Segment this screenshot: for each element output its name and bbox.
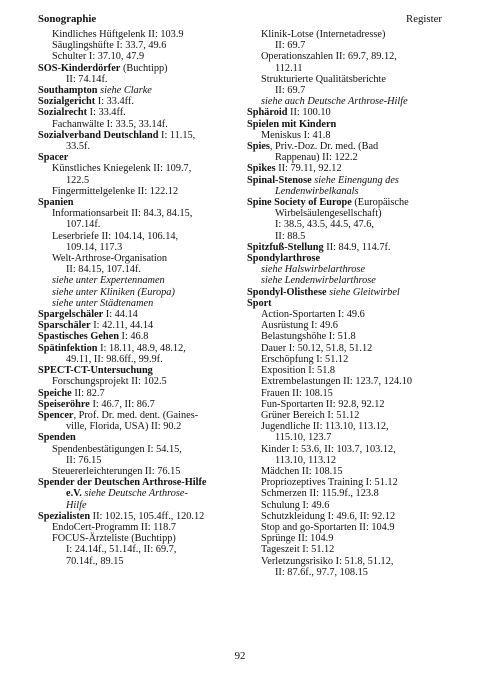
index-entry <box>38 253 236 264</box>
index-entry <box>247 376 447 387</box>
index-entry <box>38 410 236 421</box>
index-entry <box>247 85 447 96</box>
entry-text: Belastungshöhe I: 51.8 <box>261 331 356 343</box>
entry-headword: Spencer <box>38 409 74 421</box>
entry-text: I: 46.7, II: 86.7 <box>89 398 155 410</box>
entry-headword: Spine Society of Europe <box>247 197 352 209</box>
entry-text: Sprünge II: 104.9 <box>261 533 334 545</box>
index-entry <box>38 186 236 197</box>
index-entry <box>38 119 236 130</box>
index-entry <box>38 320 236 331</box>
index-entry <box>247 40 447 51</box>
entry-headword: Spender der Deutschen Arthrose-Hilfe <box>38 477 207 489</box>
index-entry <box>247 253 447 264</box>
index-entry <box>247 242 447 253</box>
entry-text: Extrembelastungen II: 123.7, 124.10 <box>261 376 412 388</box>
entry-headword: e.V. <box>66 488 82 500</box>
index-entry <box>38 264 236 275</box>
entry-text: Erschöpfung I: 51.12 <box>261 353 349 365</box>
entry-text: II: 87.6f., 97.7, 108.15 <box>275 566 368 578</box>
index-entry <box>247 219 447 230</box>
index-entry <box>247 544 447 555</box>
index-entry <box>247 477 447 488</box>
index-entry <box>38 343 236 354</box>
index-entry <box>247 343 447 354</box>
entry-text: Wirbelsäulengesellschaft) <box>275 208 382 220</box>
index-entry <box>247 488 447 499</box>
entry-text: Rappenau) II: 122.2 <box>275 152 358 164</box>
index-entry <box>38 365 236 376</box>
entry-text: Fachanwälte I: 33.5, 33.14f. <box>52 118 168 130</box>
entry-text: Forschungsprojekt II: 102.5 <box>52 376 167 388</box>
entry-text: Steuererleichterungen II: 76.15 <box>52 465 181 477</box>
entry-cross-reference: siehe Deutsche Arthrose- <box>84 488 188 500</box>
entry-headword: Spenden <box>38 432 76 444</box>
index-entry <box>247 399 447 410</box>
entry-text: 33.5f. <box>66 141 91 153</box>
entry-headword: Spondyl-Olisthese <box>247 286 327 298</box>
entry-text: 112.11 <box>275 62 303 74</box>
index-entry <box>38 298 236 309</box>
entry-text: Exposition I: 51.8 <box>261 365 336 377</box>
index-entry <box>247 175 447 186</box>
entry-text: Fingermittelgelenke II: 122.12 <box>52 185 179 197</box>
index-entry <box>247 365 447 376</box>
index-entry <box>247 63 447 74</box>
index-entry <box>247 432 447 443</box>
entry-text: 122.5 <box>66 174 90 186</box>
index-entry <box>247 74 447 85</box>
index-entry <box>247 466 447 477</box>
entry-headword: Sozialverband Deutschland <box>38 129 159 141</box>
page-number: 92 <box>234 650 246 662</box>
index-entry <box>247 186 447 197</box>
entry-cross-reference: siehe unter Städtenamen <box>52 297 154 309</box>
entry-text: EndoCert-Programm II: 118.7 <box>52 521 177 533</box>
entry-text: Kindliches Hüftgelenk II: 103.9 <box>52 29 184 40</box>
entry-headword: Spies <box>247 141 270 153</box>
header-section-title: Sonographie <box>38 13 97 25</box>
entry-headword: Spacer <box>38 152 69 164</box>
running-header <box>38 14 442 25</box>
entry-text: I: 11.15, <box>158 129 196 141</box>
entry-text: II: 84.9, 114.7f. <box>323 241 391 253</box>
entry-cross-reference: siehe Halswirbelarthrose <box>261 264 366 276</box>
entry-cross-reference: Lendenwirbelkanals <box>275 185 359 197</box>
index-entry <box>38 522 236 533</box>
entry-headword: Spondylarthrose <box>247 253 321 265</box>
entry-cross-reference: siehe Lendenwirbelarthrose <box>261 275 376 287</box>
entry-text: Meniskus I: 41.8 <box>261 129 331 141</box>
index-entry <box>38 488 236 499</box>
index-entry <box>247 388 447 399</box>
entry-text: Säuglingshüfte I: 33.7, 49.6 <box>52 40 167 52</box>
entry-text: II: 82.7 <box>71 387 105 399</box>
index-entry <box>38 51 236 62</box>
entry-text: 113.10, 113.12 <box>275 454 337 466</box>
entry-cross-reference: siehe auch Deutsche Arthrose-Hilfe <box>261 96 408 108</box>
index-entry <box>38 96 236 107</box>
index-column-right <box>247 29 447 578</box>
entry-headword: Sozialrecht <box>38 107 87 119</box>
entry-text: Dauer I: 50.12, 51.8, 51.12 <box>261 342 373 354</box>
index-entry <box>247 421 447 432</box>
index-entry <box>38 74 236 85</box>
index-entry <box>38 455 236 466</box>
index-entry <box>38 40 236 51</box>
entry-headword: Spikes <box>247 163 276 175</box>
entry-text: Leserbriefe II: 104.14, 106.14, <box>52 230 179 242</box>
entry-text: Welt-Arthrose-Organisation <box>52 253 168 265</box>
entry-text: I: 44.14 <box>103 309 138 321</box>
entry-headword: SPECT-CT-Untersuchung <box>38 365 153 377</box>
index-entry <box>247 309 447 320</box>
index-entry <box>38 444 236 455</box>
entry-text: I: 46.8 <box>118 331 149 343</box>
index-entry <box>247 163 447 174</box>
entry-text: Propriozeptives Training I: 51.12 <box>261 477 398 489</box>
index-entry <box>38 421 236 432</box>
index-entry <box>38 141 236 152</box>
index-entry <box>247 231 447 242</box>
entry-cross-reference: Hilfe <box>66 499 87 511</box>
index-entry <box>38 107 236 118</box>
index-entry <box>38 533 236 544</box>
entry-headword: Spargelschäler <box>38 309 104 321</box>
index-entry <box>38 544 236 555</box>
entry-headword: Spezialisten <box>38 510 91 522</box>
index-entry <box>38 432 236 443</box>
entry-text: I: 42.11, 44.14 <box>90 320 154 332</box>
entry-text: II: 76.15 <box>66 454 102 466</box>
index-entry <box>247 320 447 331</box>
entry-headword: Southampton <box>38 85 98 97</box>
entry-text: 107.14f. <box>66 219 101 231</box>
entry-text: (Buchtipp) <box>120 62 168 74</box>
index-entry <box>247 567 447 578</box>
entry-cross-reference: siehe Gleitwirbel <box>329 286 400 298</box>
index-entry <box>38 208 236 219</box>
entry-text: FOCUS-Ärzteliste (Buchtipp) <box>52 533 176 545</box>
index-entry <box>38 130 236 141</box>
entry-text: II: 84.15, 107.14f. <box>66 264 141 276</box>
entry-text: Stop and go-Sportarten II: 104.9 <box>261 521 395 533</box>
entry-text: I: 24.14f., 51.14f., II: 69.7, <box>66 544 177 556</box>
entry-cross-reference: siehe Clarke <box>100 85 152 97</box>
entry-headword: Sport <box>247 297 272 309</box>
entry-text: Ausrüstung I: 49.6 <box>261 320 338 332</box>
entry-text: I: 18.11, 48.9, 48.12, <box>97 342 186 354</box>
entry-text: Schmerzen II: 115.9f., 123.8 <box>261 488 379 500</box>
entry-cross-reference: siehe Einengung des <box>314 174 399 186</box>
index-entry <box>38 477 236 488</box>
index-entry <box>38 354 236 365</box>
index-entry <box>38 556 236 567</box>
index-entry <box>38 331 236 342</box>
entry-headword: Sphäroid <box>247 107 288 119</box>
entry-text: Schutzkleidung I: 49.6, II: 92.12 <box>261 510 396 522</box>
entry-text: Fun-Sportarten II: 92.8, 92.12 <box>261 398 385 410</box>
index-entry <box>38 287 236 298</box>
index-entry <box>38 511 236 522</box>
index-entry <box>38 231 236 242</box>
index-entry <box>38 309 236 320</box>
index-entry <box>247 511 447 522</box>
index-entry <box>38 163 236 174</box>
entry-text: II: 74.14f. <box>66 73 108 85</box>
entry-text: 109.14, 117.3 <box>66 241 123 253</box>
index-entry <box>38 29 236 40</box>
index-entry <box>247 275 447 286</box>
index-entry <box>38 242 236 253</box>
index-entry <box>38 63 236 74</box>
entry-text: II: 100.10 <box>287 107 331 119</box>
entry-headword: Sozialgericht <box>38 96 96 108</box>
index-entry <box>247 444 447 455</box>
index-entry <box>247 119 447 130</box>
entry-cross-reference: siehe unter Kliniken (Europa) <box>52 286 175 298</box>
index-column-left <box>38 29 236 567</box>
entry-headword: Spitzfuß-Stellung <box>247 241 324 253</box>
entry-text: , Priv.-Doz. Dr. med. (Bad <box>269 141 379 153</box>
index-entry <box>247 208 447 219</box>
entry-text: Kinder I: 53.6, II: 103.7, 103.12, <box>261 443 396 455</box>
entry-text: 115.10, 123.7 <box>275 432 332 444</box>
index-entry <box>247 264 447 275</box>
entry-headword: Spinal-Stenose <box>247 174 312 186</box>
entry-text: II: 88.5 <box>275 230 306 242</box>
entry-text: 49.11, II: 98.6ff., 99.9f. <box>66 353 163 365</box>
index-entry <box>247 141 447 152</box>
entry-headword: Spielen mit Kindern <box>247 118 337 130</box>
index-entry <box>247 107 447 118</box>
entry-text: Verletzungsrisiko I: 51.8, 51.12, <box>261 555 394 567</box>
entry-text: I: 33.4ff. <box>95 96 134 108</box>
entry-headword: Speiche <box>38 387 72 399</box>
index-entry <box>38 152 236 163</box>
index-entry <box>38 175 236 186</box>
entry-text: (Europäische <box>351 197 409 209</box>
index-entry <box>38 376 236 387</box>
entry-text: Tageszeit I: 51.12 <box>261 544 335 556</box>
index-entry <box>247 287 447 298</box>
index-entry <box>38 275 236 286</box>
index-entry <box>247 533 447 544</box>
index-entry <box>247 354 447 365</box>
entry-text: Grüner Bereich I: 51.12 <box>261 409 360 421</box>
index-entry <box>38 219 236 230</box>
entry-headword: SOS-Kinderdörfer <box>38 62 121 74</box>
entry-text: II: 102.15, 105.4ff., 120.12 <box>90 510 205 522</box>
index-entry <box>38 197 236 208</box>
index-entry <box>247 29 447 40</box>
entry-text: 70.14f., 89.15 <box>66 555 124 567</box>
index-entry <box>247 96 447 107</box>
entry-text: II: 69.7 <box>275 40 306 52</box>
entry-text: II: 79.11, 92.12 <box>275 163 342 175</box>
entry-headword: Spastisches Gehen <box>38 331 119 343</box>
entry-text: I: 38.5, 43.5, 44.5, 47.6, <box>275 219 374 231</box>
entry-text: Jugendliche II: 113.10, 113.12, <box>261 421 389 433</box>
header-register-label: Register <box>406 13 442 25</box>
index-entry <box>247 51 447 62</box>
entry-text: Strukturierte Qualitätsberichte <box>261 73 386 85</box>
index-entry <box>38 388 236 399</box>
entry-text: Spendenbestätigungen I: 54.15, <box>52 443 182 455</box>
index-entry <box>247 152 447 163</box>
index-entry <box>247 298 447 309</box>
index-entry <box>247 130 447 141</box>
index-entry <box>247 500 447 511</box>
index-entry <box>38 85 236 96</box>
entry-text: Operationszahlen II: 69.7, 89.12, <box>261 51 397 63</box>
entry-text: Künstliches Kniegelenk II: 109.7, <box>52 163 192 175</box>
entry-text: II: 69.7 <box>275 85 306 97</box>
entry-text: Schulung I: 49.6 <box>261 499 330 511</box>
entry-text: Klinik-Lotse (Internetadresse) <box>261 29 386 40</box>
entry-headword: Spanien <box>38 197 74 209</box>
entry-text: Action-Sportarten I: 49.6 <box>261 309 365 321</box>
index-entry <box>38 466 236 477</box>
index-entry <box>247 455 447 466</box>
index-entry <box>247 331 447 342</box>
entry-text: Mädchen II: 108.15 <box>261 465 343 477</box>
entry-cross-reference: siehe unter Expertennamen <box>52 275 165 287</box>
index-entry <box>247 522 447 533</box>
index-entry <box>247 197 447 208</box>
entry-text: Informationsarbeit II: 84.3, 84.15, <box>52 208 193 220</box>
entry-text: Schulter I: 37.10, 47.9 <box>52 51 145 63</box>
index-entry <box>247 410 447 421</box>
index-entry <box>38 399 236 410</box>
entry-text: I: 33.4ff. <box>87 107 126 119</box>
entry-text: ville, Florida, USA) II: 90.2 <box>66 421 182 433</box>
entry-text: Frauen II: 108.15 <box>261 387 333 399</box>
entry-text: , Prof. Dr. med. dent. (Gaines- <box>73 409 199 421</box>
index-entry <box>38 500 236 511</box>
entry-headword: Spätinfektion <box>38 342 98 354</box>
entry-headword: Speiseröhre <box>38 398 90 410</box>
index-entry <box>247 556 447 567</box>
entry-headword: Sparschäler <box>38 320 91 332</box>
